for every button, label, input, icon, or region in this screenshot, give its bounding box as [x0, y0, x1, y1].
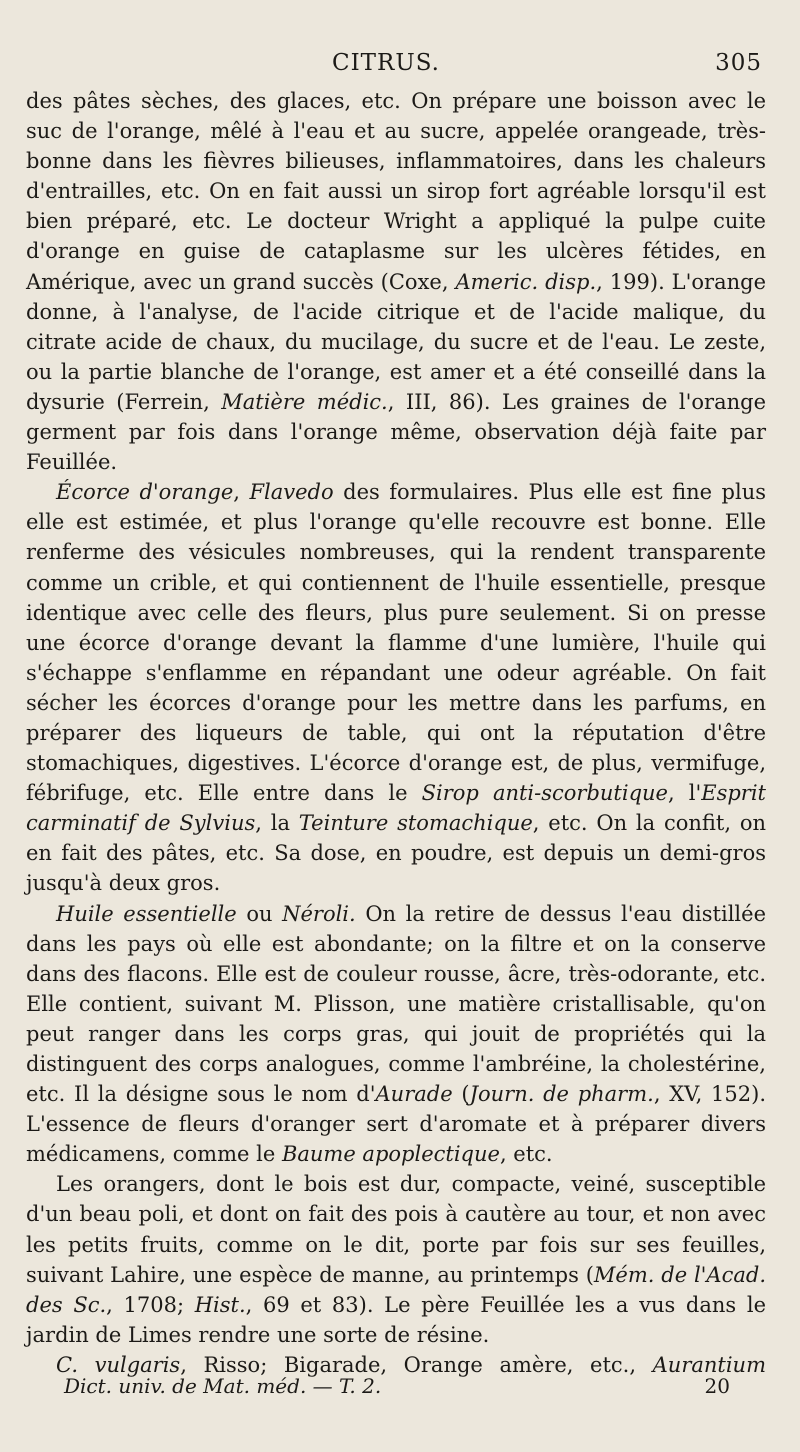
- paragraph-ecorce: [26, 477, 766, 898]
- term: Aurade: [375, 1082, 453, 1107]
- running-header: [26, 44, 766, 86]
- text-run: des pâtes sèches, des glaces, etc. On prépare une boisson avec le suc de l'orange, mêlé à l'eau et au sucre, appelée orangeade, très-bonne dans les fièvres bilieuses, inflammatoires, dans les chaleurs d'entrailles, etc. On en fait aussi un sirop fort agréable lorsqu'il est bien préparé, etc. Le docteur Wright a appliqué la pulpe cuite d'orange en guise de cataplasme sur les ulcères fétides, en Amérique, avec un grand succès (Coxe,: [26, 89, 766, 294]
- text-run: , 199). L'orange donne, à l'analyse, de l'acide citrique et de l'acide malique, du citrate acide de chaux, du mucilage, du sucre et de l'eau. Le zeste, ou la partie blanche de l'orange, est amer et a été conseillé dans la dysurie (Ferrein,: [26, 269, 766, 414]
- species-name: C. vulgaris: [56, 1352, 181, 1377]
- text-run: , XV, 152). L'essence de fleurs d'oranger sert d'aromate et à préparer divers médicamens, comme le: [26, 1082, 766, 1167]
- citation: Matière médic.: [221, 389, 388, 414]
- text-run: , 69 et 83). Le père Feuillée les a vus dans le jardin de Limes rendre une sorte de résine.: [26, 1292, 766, 1347]
- text-run: , III, 86). Les graines de l'orange germent par fois dans l'orange même, observation déjà faite par Feuillée.: [26, 389, 767, 475]
- paragraph-orangers: [26, 1169, 766, 1350]
- text-run: , la: [255, 811, 299, 836]
- term: Esprit carminatif de Sylvius: [26, 781, 766, 836]
- page-footer: [64, 1374, 730, 1398]
- term: Néroli.: [282, 901, 356, 926]
- page-number: 305: [715, 50, 762, 76]
- body-text: [26, 86, 766, 1380]
- text-run: ou: [236, 901, 283, 926]
- citation: Americ. disp.: [455, 269, 597, 294]
- term: Sirop anti-scorbutique: [421, 781, 668, 806]
- text-run: (: [452, 1082, 470, 1107]
- running-title: CITRUS.: [332, 50, 440, 76]
- text-run: On la retire de dessus l'eau distillée dans les pays où elle est abondante; on la filtre et on la conserve dans des flacons. Elle est de couleur rousse, âcre, très-odorante, etc. Elle contient, suivant M. Plisson, une matière cristallisable, qu'on peut ranger dans les corps gras, qui jouit de propriétés qui la distinguent des corps analogues, comme l'ambréine, la cholestérine, etc. Il la désigne sous le nom d': [26, 901, 766, 1107]
- text-run: , 1708;: [106, 1292, 195, 1317]
- text-run: des formulaires. Plus elle est fine plus elle est estimée, et plus l'orange qu'elle recouvre est bonne. Elle renferme des vésicules nombreuses, qui la rendent transparente comme un crible, et qui contiennent de l'huile essentielle, presque identique avec celle des fleurs, plus pure seulement. Si on presse une écorce d'orange devant la flamme d'une lumière, l'huile qui s'échappe s'enflamme en répandant une odeur agréable. On fait sécher les écorces d'orange pour les mettre dans les parfums, en préparer des liqueurs de table, qui ont la réputation d'être stomachiques, digestives. L'écorce d'orange est, de plus, vermifuge, fébrifuge, etc. Elle entre dans le: [26, 480, 767, 806]
- citation: Hist.: [194, 1292, 246, 1317]
- text-run: Les orangers, dont le bois est dur, compacte, veiné, susceptible d'un beau poli, et dont on fait des pois à cautère au tour, et non avec les petits fruits, comme on le dit, porte par fois sur ses feuilles, suivant Lahire, une espèce de manne, au printemps (: [26, 1172, 766, 1287]
- signature-line: Dict. univ. de Mat. méd. — T. 2.: [64, 1374, 382, 1398]
- citation: Mém. de l'Acad. des Sc.: [26, 1262, 767, 1317]
- term: Écorce d'orange: [56, 480, 234, 505]
- text-run: ,: [233, 480, 250, 505]
- term: Huile essentielle: [56, 901, 237, 926]
- text-run: , l': [667, 781, 702, 806]
- term: Flavedo: [249, 480, 334, 505]
- species-name: Aurantium: [652, 1352, 766, 1377]
- paragraph-huile: [26, 899, 766, 1170]
- paragraph-orangeade: [26, 86, 766, 477]
- citation: Journ. de pharm.: [469, 1082, 654, 1107]
- term: Baume apoplectique: [281, 1142, 500, 1167]
- term: Teinture stomachique: [298, 811, 533, 836]
- text-run: , etc. On la confit, on en fait des pâtes, etc. Sa dose, en poudre, est depuis un demi-gros jusqu'à deux gros.: [26, 811, 766, 896]
- text-run: , etc.: [499, 1142, 553, 1167]
- sheet-number: 20: [704, 1374, 730, 1398]
- text-run: , Risso; Bigarade, Orange amère, etc.,: [180, 1352, 653, 1377]
